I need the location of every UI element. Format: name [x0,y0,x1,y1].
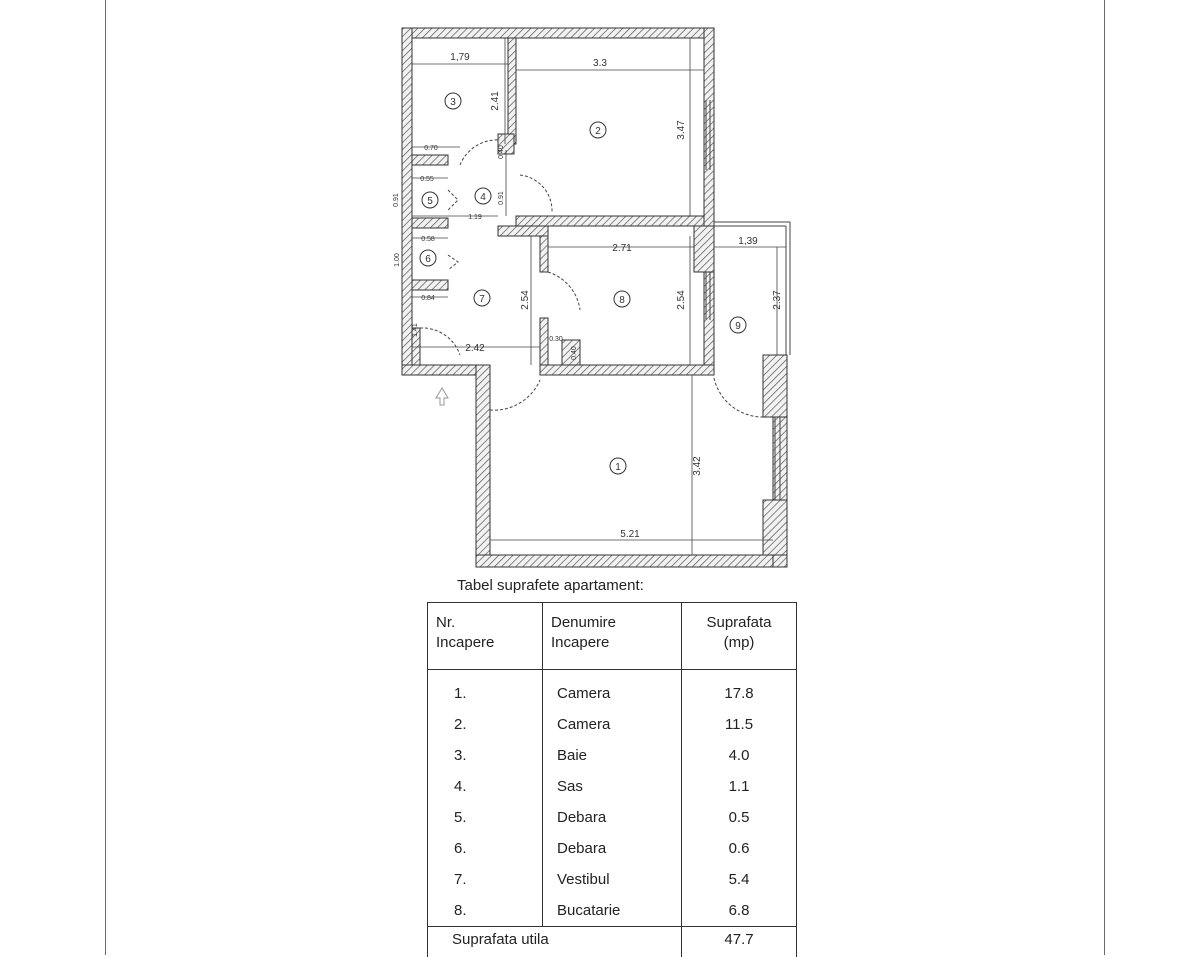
header-nr: Nr. Incapere [428,603,543,670]
room-label-8: 8 [619,295,625,306]
room-label-1: 1 [615,462,621,473]
dimension-lines [412,38,786,555]
row-nr: 5. [428,802,543,833]
dim-label: 0.40 [498,145,505,159]
dim-label: 3.47 [676,120,687,140]
row-area: 17.8 [682,670,797,710]
row-area: 11.5 [682,709,797,740]
row-nr: 6. [428,833,543,864]
table-caption: Tabel suprafete apartament: [457,577,644,594]
room-label-4: 4 [480,192,486,203]
total-label: Suprafata utila [428,927,682,957]
table-row [428,670,797,710]
table-row [428,833,797,864]
row-name: Debara [543,833,682,864]
dim-label: 0.91 [498,191,505,205]
row-nr: 1. [428,670,543,710]
room-label-7: 7 [479,294,485,305]
table-row [428,740,797,771]
dim-label: 2.37 [772,290,783,310]
dim-label: 0.70 [424,145,438,152]
table-row [428,709,797,740]
row-nr: 3. [428,740,543,771]
row-area: 5.4 [682,864,797,895]
row-area: 6.8 [682,895,797,927]
areas-table [427,602,797,957]
table-header-row [428,603,797,670]
dim-label: 2.54 [520,290,531,310]
header-name: Denumire Incapere [543,603,682,670]
table-row [428,864,797,895]
table-row [428,895,797,927]
dim-label: 1.41 [412,323,419,337]
dim-label: 1,39 [738,236,758,247]
total-value: 47.7 [682,927,797,957]
row-area: 0.6 [682,833,797,864]
dim-label: 2.42 [465,343,485,354]
row-area: 0.5 [682,802,797,833]
walls [402,28,787,567]
dim-label: 0.30 [549,336,563,343]
room-label-6: 6 [425,254,431,265]
dim-label: 2.71 [612,243,632,254]
table-row [428,771,797,802]
dim-label: 0.55 [420,176,434,183]
dim-label: 2.41 [490,91,501,111]
dim-label: 0.84 [421,295,435,302]
table-row [428,802,797,833]
dim-label: 3.42 [692,456,703,476]
dim-label: 1.19 [468,214,482,221]
room-label-2: 2 [595,126,601,137]
dim-label: 5.21 [620,529,640,540]
row-area: 1.1 [682,771,797,802]
row-name: Bucatarie [543,895,682,927]
row-name: Debara [543,802,682,833]
table-total-row [428,927,797,957]
room-label-5: 5 [427,196,433,207]
dim-label: 3.3 [593,58,607,69]
row-nr: 7. [428,864,543,895]
entrance-arrow-icon [436,388,448,405]
row-nr: 2. [428,709,543,740]
room-label-9: 9 [735,321,741,332]
dim-label: 2.54 [676,290,687,310]
row-name: Sas [543,771,682,802]
dim-label: 1,79 [450,52,470,63]
dim-label: 1.00 [394,253,401,267]
row-name: Camera [543,670,682,710]
row-name: Baie [543,740,682,771]
row-name: Vestibul [543,864,682,895]
row-area: 4.0 [682,740,797,771]
row-name: Camera [543,709,682,740]
row-nr: 8. [428,895,543,927]
dim-label: 0.40 [571,346,578,360]
dim-label: 0.58 [421,236,435,243]
header-area: Suprafata (mp) [682,603,797,670]
row-nr: 4. [428,771,543,802]
room-label-3: 3 [450,97,456,108]
dim-label: 0.91 [393,193,400,207]
room-markers [420,93,746,474]
